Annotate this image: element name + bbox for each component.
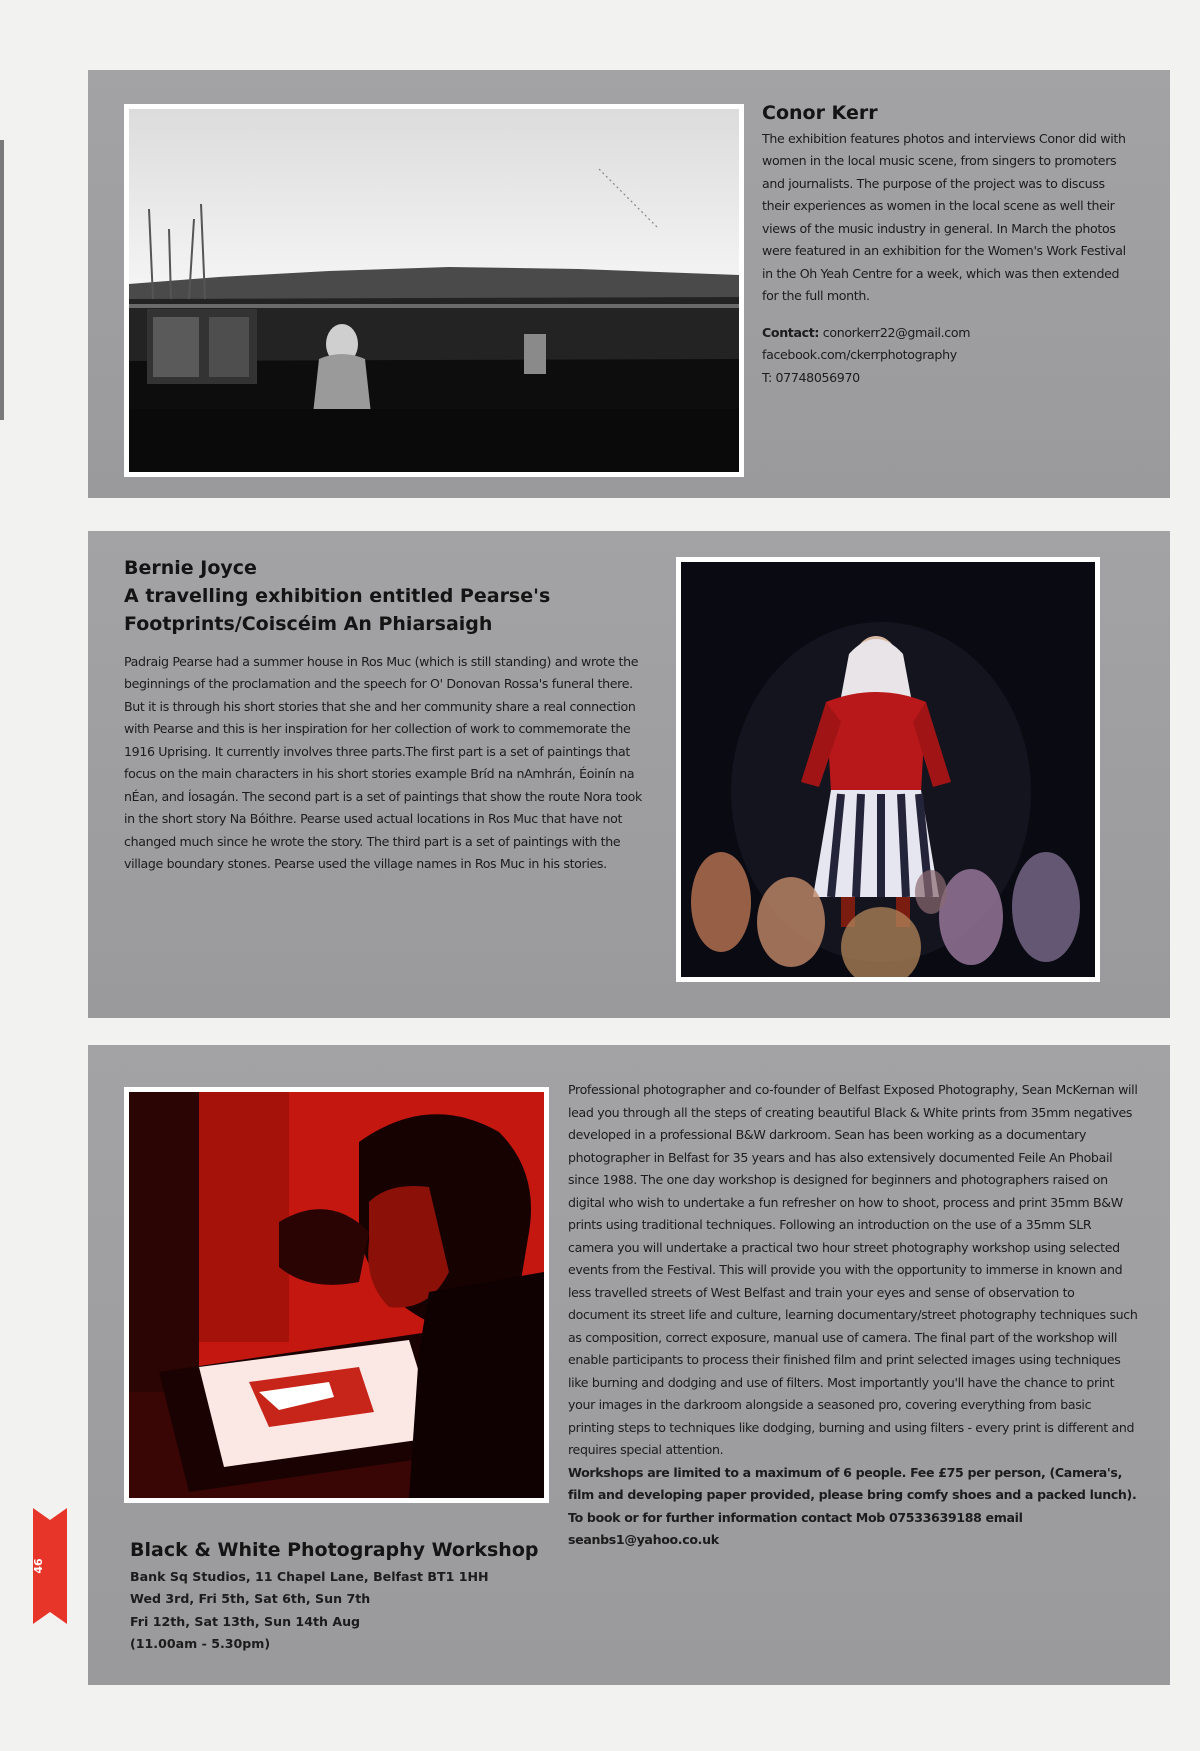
darkroom-image [129,1092,544,1498]
bernie-joyce-panel [88,531,1170,1018]
painted-figure-image [681,562,1095,977]
landscape-portrait-image [129,109,739,472]
workshop-title: Black & White Photography Workshop [130,1539,539,1561]
workshop-venue: Bank Sq Studios, 11 Chapel Lane, Belfast BT1 1HH [130,1568,489,1584]
workshop-panel [88,1045,1170,1685]
workshop-heading-block [130,1539,550,1656]
workshop-booking: Workshops are limited to a maximum of 6 people. Fee £75 per person, (Camera's, film and developing paper provided, please bring comfy shoes and a packed lunch). To book or for further information contact Mob 07533639188 email seanbs1@yahoo.co.uk [568,1464,1137,1547]
workshop-description: Professional photographer and co-founder of Belfast Exposed Photography, Sean McKernan will lead you through all the steps of creating beautiful Black & White prints from 35mm negatives developed in a professional B&W darkroom. Sean has been working as a documentary photographer in Belfast for 35 years and has also extensively documented Feile An Phobail since 1988. The one day workshop is designed for beginners and photographers raised on digital who wish to undertake a fun refresher on how to shoot, process and print 35mm B&W prints using traditional techniques. Following an introduction on the use of a 35mm SLR camera you will undertake a practical two hour street photography workshop using selected events from the Festival. This will provide you with the opportunity to immerse in known and less travelled streets of West Belfast and train your eyes and sense of observation to document its street life and culture, learning documentary/street photography techniques such as composition, correct exposure, manual use of camera. The final part of the workshop will enable participants to process their finished film and print selected images using techniques like burning and dodging and use of filters. Most importantly you'll have the chance to print your images in the darkroom alongside a seasoned pro, covering everything from basic printing steps to techniques like dodging, burning and using filters - every print is different and requires special attention. [568,1082,1138,1457]
contact-email[interactable]: conorkerr22@gmail.com [822,324,971,340]
bernie-joyce-description: Padraig Pearse had a summer house in Ros Muc (which is still standing) and wrote the beginnings of the proclamation and the speech for O' Donovan Rossa's funeral there. But it is through his short stories that she and her community share a real connection with Pearse and this is her inspiration for her collection of work to commemorate the 1916 Uprising. It currently involves three parts.The first part is a set of paintings that focus on the main characters in his short stories example Bríd na nAmhrán, Éoinín na nÉan, and Íosagán. The second part is a set of paintings that show the route Nora took in the short story Na Bóithre. Pearse used actual locations in Ros Muc that have not changed much since he wrote the story. The third part is a set of paintings with the village boundary stones. Pearse used the village names in Ros Muc in his stories. [124,653,642,872]
contact-label: Contact: [762,324,820,340]
conor-kerr-photo [124,104,744,477]
contact-phone: T: 07748056970 [762,369,860,385]
page-edge [0,140,4,420]
bernie-joyce-subtitle: A travelling exhibition entitled Pearse's Footprints/Coiscéim An Phiarsaigh [124,584,551,636]
workshop-description-block [568,1079,1138,1552]
workshop-dates-1: Wed 3rd, Fri 5th, Sat 6th, Sun 7th [130,1591,371,1607]
bernie-joyce-text [124,557,654,876]
conor-kerr-description: The exhibition features photos and interviews Conor did with women in the local music scene, from singers to promoters and journalists. The purpose of the project was to discuss their experiences as women in the local scene as well their views of the music industry in general. In March the photos were featured in an exhibition for the Women's Work Festival in the Oh Yeah Centre for a week, which was then extended for the full month. [762,130,1126,304]
workshop-time: (11.00am - 5.30pm) [130,1636,271,1652]
workshop-details [130,1566,550,1656]
conor-kerr-panel [88,70,1170,498]
bernie-joyce-name: Bernie Joyce [124,557,257,579]
workshop-darkroom-photo [124,1087,549,1503]
page-number: 46 [32,1558,45,1574]
conor-kerr-name: Conor Kerr [762,102,878,124]
workshop-dates-2: Fri 12th, Sat 13th, Sun 14th Aug [130,1613,361,1629]
bernie-joyce-painting [676,557,1100,982]
conor-kerr-text [762,102,1132,389]
conor-kerr-contact [762,322,1132,390]
contact-facebook[interactable]: facebook.com/ckerrphotography [762,347,957,363]
